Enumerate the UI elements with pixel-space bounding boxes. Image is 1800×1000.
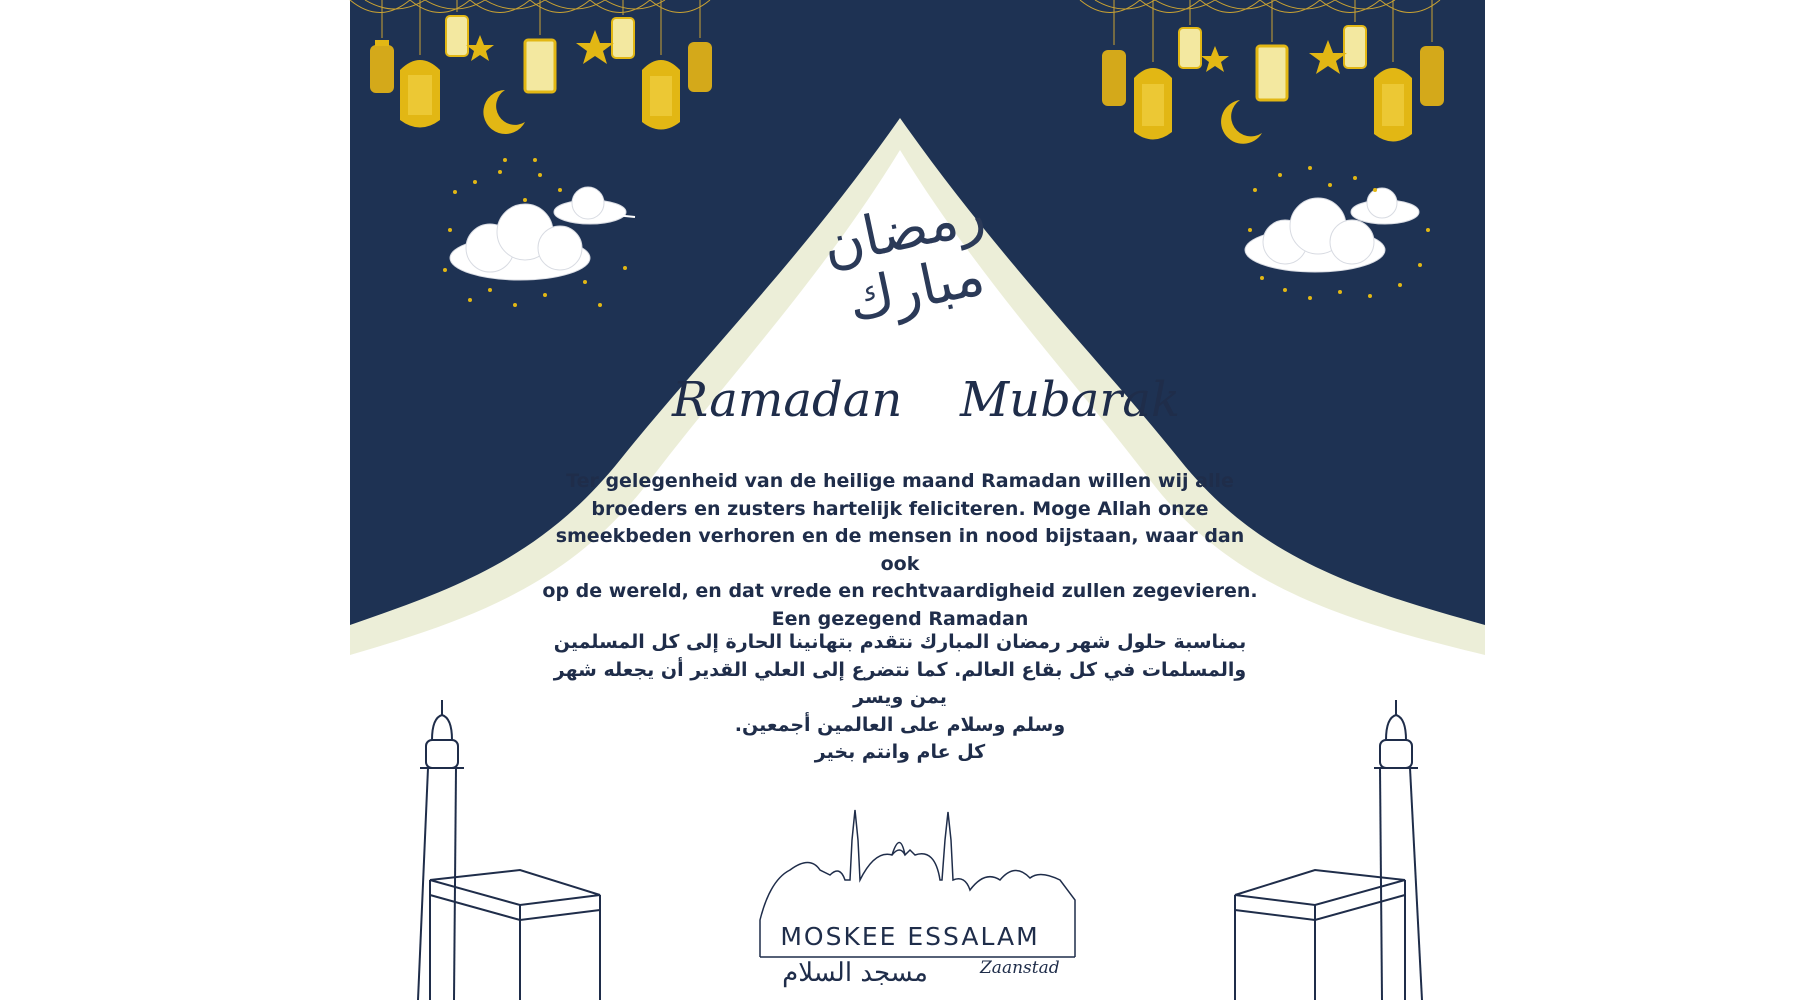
logo-city: Zaanstad (980, 958, 1060, 978)
dutch-message (540, 468, 1260, 633)
arabic-message (540, 629, 1260, 767)
arabic-calligraphy: رمضان مبارك (816, 181, 991, 335)
dutch-line: Een gezegend Ramadan (771, 607, 1029, 630)
dutch-line: smeekbeden verhoren en de mensen in nood bijstaan, waar dan ook (555, 525, 1245, 575)
dutch-line: Ter gelegenheid van de heilige maand Ramadan willen wij alle (566, 470, 1234, 492)
title-mubarak: Mubarak (960, 372, 1181, 428)
dutch-line: broeders en zusters hartelijk feliciteren. Moge Allah onze (591, 497, 1209, 520)
logo-name: MOSKEE ESSALAM (780, 922, 1040, 951)
arabic-line: بمناسبة حلول شهر رمضان المبارك نتقدم بتهانينا الحارة إلى كل المسلمين (553, 631, 1247, 653)
arabic-line: وسلم وسلام على العالمين أجمعين. (734, 713, 1066, 736)
arabic-line: والمسلمات في كل بقاع العالم. كما نتضرع إلى العلي القدير أن يجعله شهر يمن ويسر (553, 658, 1247, 708)
arabic-line: كل عام وانتم بخير (814, 741, 986, 763)
logo-arabic: مسجد السلام (782, 958, 928, 988)
title-ramadan: Ramadan (672, 372, 903, 428)
dutch-line: op de wereld, en dat vrede en rechtvaardigheid zullen zegevieren. (542, 580, 1258, 602)
